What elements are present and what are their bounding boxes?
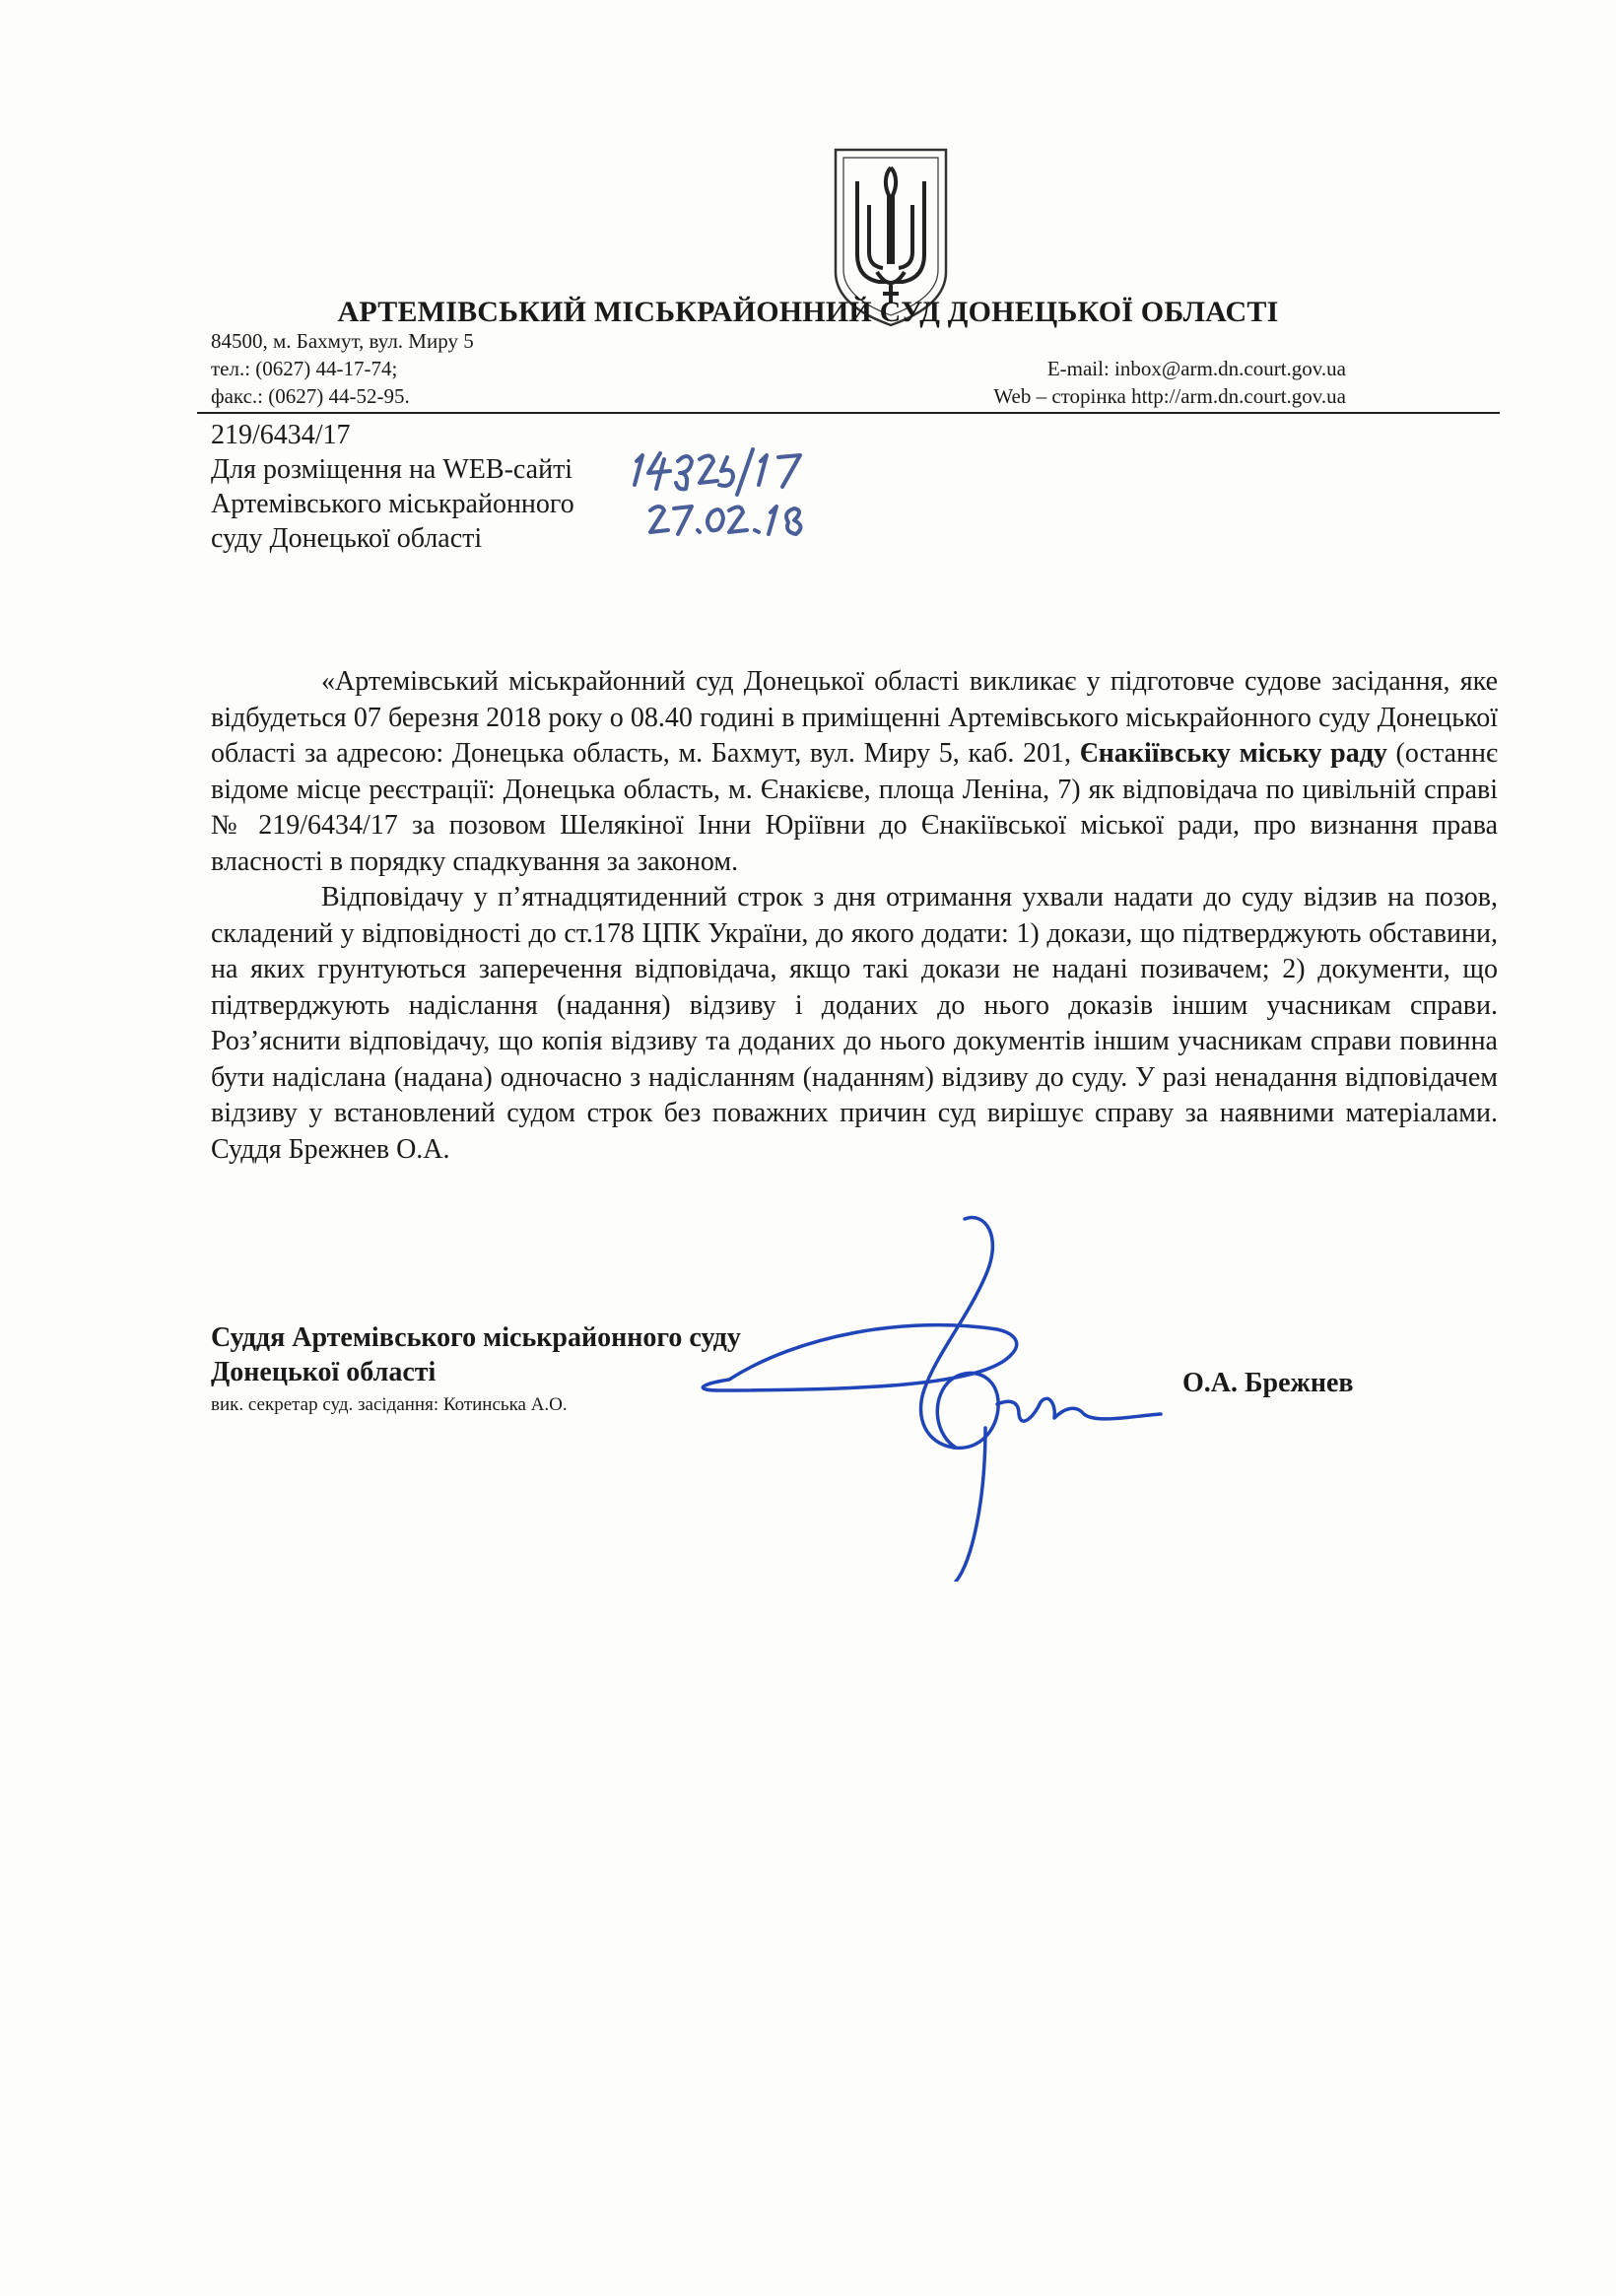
notice-body: [211, 664, 1498, 1168]
court-name-heading: АРТЕМІВСЬКИЙ МІСЬКРАЙОННИЙ СУД ДОНЕЦЬКОЇ ОБЛАСТІ: [337, 296, 1279, 328]
addressee-line-3: суду Донецької області: [211, 523, 483, 554]
document-meta: [211, 418, 574, 556]
court-fax: факс.: (0627) 44-52-95.: [211, 384, 410, 408]
judge-title-line-1: Суддя Артемівського міськрайонного суду: [211, 1322, 741, 1353]
case-number: 219/6434/17: [211, 420, 351, 450]
handwritten-date: [650, 506, 801, 534]
handwritten-registration-mark: [631, 434, 828, 542]
header-divider: [197, 412, 1500, 414]
notice-paragraph-1-start: «Артемівський міськрайонний суд Донецької області викликає у підготовче судове засідання, яке відбудеться 07 березня 2018 року о 08.40 годині в приміщенні Артемівського міськрайонного суду Донецької області за адресою: Донецька область, м. Бахмут, вул. Миру 5, каб. 201,: [211, 666, 1498, 769]
notice-paragraph-1: [211, 664, 1498, 880]
court-secretary: вик. секретар суд. засідання: Котинська А.О.: [211, 1394, 568, 1415]
judge-name: О.А. Брежнев: [1182, 1368, 1354, 1398]
judge-title-line-2: Донецької області: [211, 1357, 437, 1387]
notice-paragraph-1-end: (останнє відоме місце реєстрації: Донецька область, м. Єнакієве, площа Леніна, 7) як відповідача по цивільній справі № 219/6434/17 за позовом Шелякіної Інни Юріївни до Єнакіївської міської ради, про визнання права власності в порядку спадкування за законом.: [211, 738, 1498, 877]
court-email: E-mail: inbox@arm.dn.court.gov.ua: [1046, 357, 1346, 380]
handwritten-signature: [690, 1207, 1163, 1582]
court-phone: тел.: (0627) 44-17-74;: [211, 357, 398, 380]
judge-title-block: [211, 1320, 741, 1389]
addressee-line-1: Для розміщення на WEB-сайті: [211, 454, 573, 485]
defendant-name: Єнакіївську міську раду: [1079, 738, 1387, 769]
court-address: 84500, м. Бахмут, вул. Миру 5: [211, 329, 474, 353]
handwritten-number: [635, 449, 800, 495]
court-website: Web – сторінка http://arm.dn.court.gov.ua: [993, 384, 1346, 408]
addressee-line-2: Артемівського міськрайонного: [211, 489, 574, 519]
notice-paragraph-2: Відповідачу у п’ятнадцятиденний строк з дня отримання ухвали надати до суду відзив на позов, складений у відповідності до ст.178 ЦПК України, до якого додати: 1) докази, що підтверджують обставини, на яких грунтуються заперечення відповідача, якщо такі докази не надані позивачем; 2) документи, що підтверджують надіслання (надання) відзиву і доданих до нього доказів іншим учасникам справи. Роз’яснити відповідачу, що копія відзиву та доданих до нього документів іншим учасникам справи повинна бути надіслана (надана) одночасно з надісланням (наданням) відзиву до суду. У разі ненадання відповідачем відзиву у встановлений судом строк без поважних причин суд вирішує справу за наявними матеріалами. Суддя Брежнев О.А.: [211, 882, 1498, 1165]
